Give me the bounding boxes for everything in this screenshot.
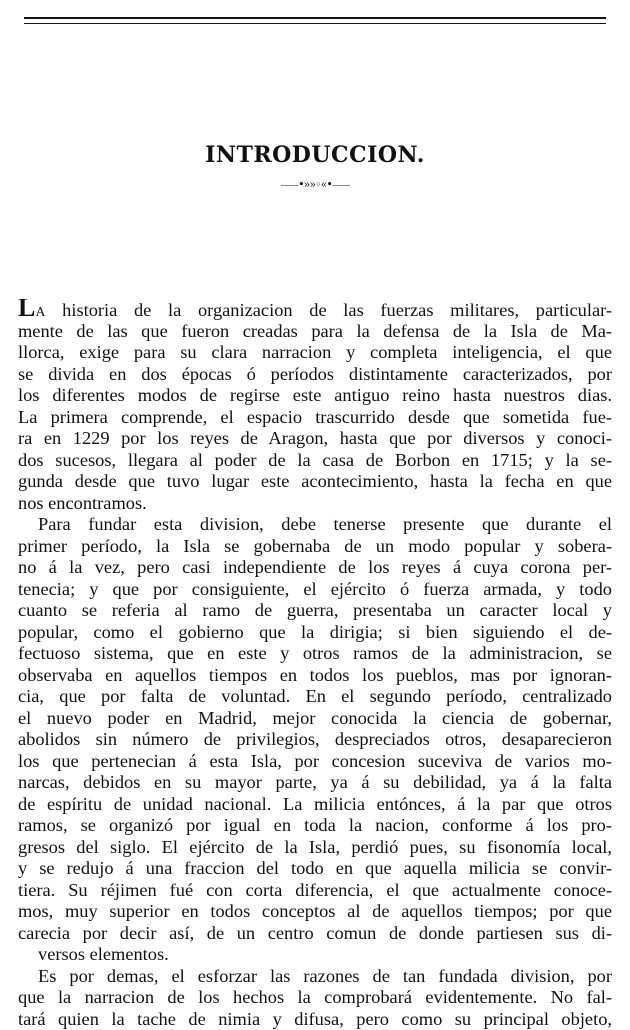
text-line: cuanto se referia al ramo de guerra, presentaba un caracter local y: [18, 600, 612, 622]
text-line: no á la vez, pero casi independiente de los reyes á cuya corona per-: [18, 557, 612, 579]
text-line: cia, que por falta de voluntad. En el segundo período, centralizado: [18, 686, 612, 708]
text-line: tiera. Su réjimen fué con corta diferencia, el que actualmente conoce-: [18, 880, 612, 902]
text-line: primer período, la Isla se gobernaba de un modo popular y sobera-: [18, 536, 612, 558]
text-line: llorca, exige para su clara narracion y completa inteligencia, el que: [18, 342, 612, 364]
text-line: tará quien la tache de nimia y difusa, pero como su principal objeto,: [18, 1009, 612, 1030]
text-line: gunda desde que tuvo lugar este acontecimiento, hasta la fecha en que: [18, 471, 612, 493]
top-rule-thick: [24, 17, 606, 19]
text-line: que la narracion de los hechos la comprobará evidentemente. No fal-: [18, 987, 612, 1009]
text-line: se divida en dos épocas ó períodos distintamente caracterizados, por: [18, 364, 612, 386]
text-line: narcas, debidos en su mayor parte, ya á su debilidad, ya á la falta: [18, 772, 612, 794]
text-line: el nuevo poder en Madrid, mejor conocida la ciencia de gobernar,: [18, 708, 612, 730]
text-line: los diferentes modos de regirse este antiguo reino hasta nuestros dias.: [18, 385, 612, 407]
text-line: fectuoso sistema, que en este y otros ramos de la administracion, se: [18, 643, 612, 665]
drop-cap: L: [18, 299, 35, 321]
text-line: Es por demas, el esforzar las razones de tan fundada division, por: [18, 966, 612, 988]
text-line: y se redujo á una fraccion del todo en que aquella milicia se convir-: [18, 858, 612, 880]
text-line: ramos, se organizó por igual en toda la nacion, conforme á los pro-: [18, 815, 612, 837]
text-line: mos, muy superior en todos conceptos al de aquellos tiempos; por que: [18, 901, 612, 923]
text-line: La primera comprende, el espacio trascurrido desde que sometida fue-: [18, 407, 612, 429]
small-cap: A: [35, 305, 45, 320]
body-text: [18, 299, 612, 1030]
text-line: nos encontramos.: [18, 493, 612, 515]
text-line: dos sucesos, llegara al poder de la casa de Borbon en 1715; y la se-: [18, 450, 612, 472]
text-line: mente de las que fueron creadas para la defensa de la Isla de Ma-: [18, 321, 612, 343]
text-line: gresos del siglo. El ejército de la Isla, perdió pues, su fisonomía local,: [18, 837, 612, 859]
text-line: tenecia; y que por consiguiente, el ejército ó fuerza armada, y todo: [18, 579, 612, 601]
text-line: versos elementos.: [18, 944, 612, 966]
text-line: carecia por decir así, de un centro comun de donde partiesen sus di-: [18, 923, 612, 945]
text-line: Para fundar esta division, debe tenerse presente que durante el: [18, 514, 612, 536]
page-title: INTRODUCCION.: [0, 142, 630, 168]
text-line: abolidos sin número de privilegios, despreciados otros, desaparecieron: [18, 729, 612, 751]
text-line: ra en 1229 por los reyes de Aragon, hasta que por diversos y conoci-: [18, 428, 612, 450]
text-line: popular, como el gobierno que la dirigia; si bien siguiendo el de-: [18, 622, 612, 644]
text-line: observaba en aquellos tiempos en todos los pueblos, mas por ignoran-: [18, 665, 612, 687]
text-line: los que pertenecian á esta Isla, por concesion suceviva de varios mo-: [18, 751, 612, 773]
ornament-divider: ⸺•»»◦«•⸺: [0, 176, 630, 192]
top-rule-thin: [24, 23, 606, 24]
text-line: de espíritu de unidad nacional. La milicia entónces, á la par que otros: [18, 794, 612, 816]
text-line: LA historia de la organizacion de las fuerzas militares, particular-: [18, 299, 612, 321]
